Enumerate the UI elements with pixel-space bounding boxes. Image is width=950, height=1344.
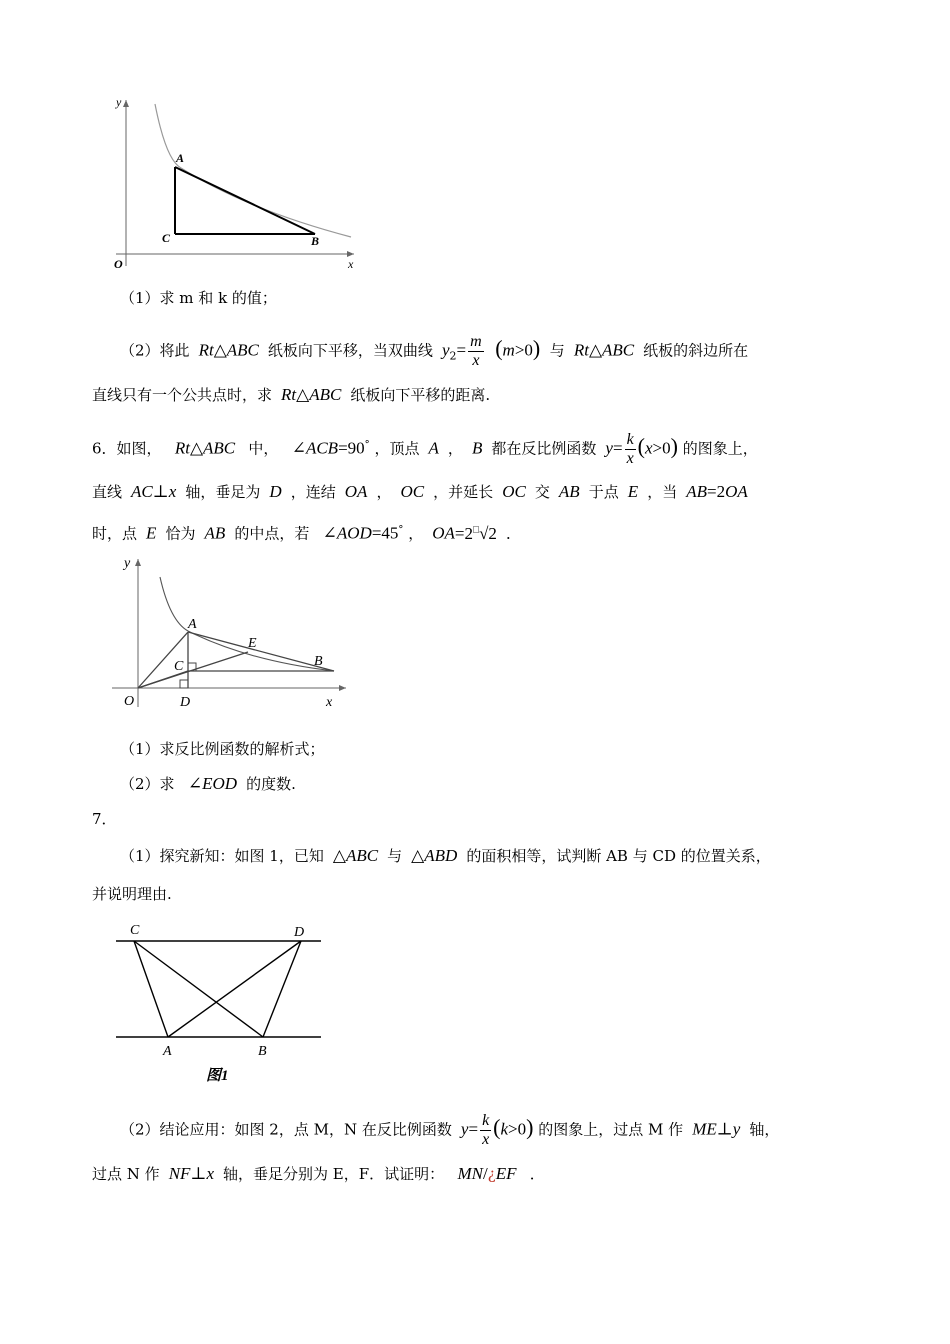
point-label-a: A xyxy=(188,617,197,632)
point-label-b: B xyxy=(258,1044,267,1059)
point-label-c: C xyxy=(130,923,140,938)
point-label-d: D xyxy=(294,925,305,940)
q7-number: 7． xyxy=(92,810,117,828)
q6-line2: 直线 AC⊥x 轴，垂足为 D ，连结 OA ， OC ，并延长 OC 交 AB 于点 E ，当 AB=2OA xyxy=(92,482,748,501)
axis-label-x: x xyxy=(348,257,354,271)
point-label-b: B xyxy=(314,654,323,669)
q6-part1: （1）求反比例函数的解析式； xyxy=(120,740,325,758)
axis-label-x: x xyxy=(326,695,333,710)
axis-label-y: y xyxy=(124,556,131,571)
figure-q6 xyxy=(108,553,358,713)
point-label-c: C xyxy=(162,231,171,245)
point-label-a: A xyxy=(163,1044,172,1059)
q6-line1: 6．如图， Rt△ABC 中， ∠ACB=90° ，顶点 A ， B 都在反比例函数 y= $\frac{k}{x}$ (x>0) 的图象上， xyxy=(92,431,758,467)
figure-q7 xyxy=(108,920,328,1090)
q7-part1-line1: （1）探究新知：如图 1，已知 △ABC 与 △ABD 的面积相等，试判断 AB 与 CD 的位置关系， xyxy=(120,846,771,865)
point-label-c: C xyxy=(174,659,184,674)
q6-line3: 时，点 E 恰为 AB 的中点，若 ∠AOD=45° ， OA=2□√2 ． xyxy=(92,523,521,543)
point-label-a: A xyxy=(176,151,185,165)
point-label-e: E xyxy=(248,636,257,651)
figure-caption: 图1 xyxy=(206,1068,229,1084)
point-label-d: D xyxy=(180,695,191,710)
axis-label-y: y xyxy=(116,95,122,109)
origin-label: O xyxy=(124,694,135,709)
q7-part2-line2: 过点 N 作 NF⊥x 轴，垂足分别为 E，F．试证明： MN/¿EF ． xyxy=(92,1164,545,1183)
origin-label: O xyxy=(114,257,123,271)
q5-part2-line1: （2）将此 Rt△ABC 纸板向下平移，当双曲线 $y_2=$ $\frac{m}{x}$ (m>0) 与 Rt△ABC 纸板的斜边所在 xyxy=(120,333,749,369)
q7-part1-line2: 并说明理由. xyxy=(92,885,172,903)
point-label-b: B xyxy=(311,234,320,248)
figure-hyperbola-triangle xyxy=(108,92,368,274)
q7-part2-line1: （2）结论应用：如图 2，点 M，N 在反比例函数 y= $\frac{k}{x}$ (k>0) 的图象上，过点 M 作 ME⊥y 轴， xyxy=(120,1112,780,1148)
q5-part2-line2: 直线只有一个公共点时，求 Rt△ABC 纸板向下平移的距离. xyxy=(92,385,491,404)
q6-part2: （2）求 ∠EOD 的度数. xyxy=(120,774,296,793)
q5-part1: （1）求 m 和 k 的值； xyxy=(120,289,277,307)
